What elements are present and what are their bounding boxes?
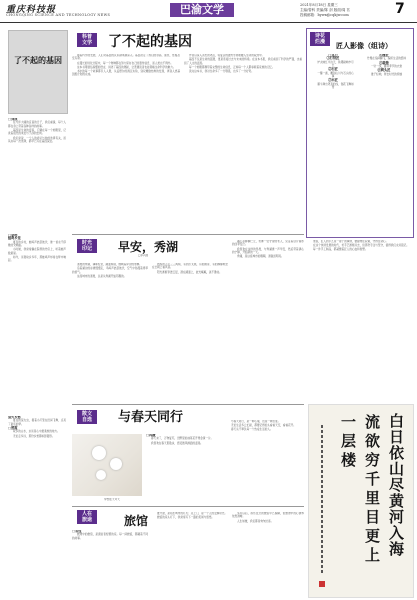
hotel-text-1: □邓钰 旅途中的旅馆，是漂泊者短暂的家。每一间旅馆，都藏着不同的故事。 bbox=[72, 530, 148, 540]
left-author-3: □曾霞 bbox=[8, 426, 18, 431]
article-title-lake: 早安，秀湖 bbox=[118, 240, 179, 254]
seal-stamp bbox=[319, 581, 325, 587]
poem-subhead: ②石匠 bbox=[328, 67, 338, 72]
main-article-text-2: 作者以深入浅出的笔法，将复杂的遗传学原理融入生动的叙述中。 基因不仅是生命的蓝图，更是连接过去与未来的桥梁。在这本书里，我们看到了科学的严谨，也看到了人文的温度。 每一个细胞都携带着完整的生命信息，正如每一个人都承载着家族的记忆。 读完这本书，我对生命多了一分敬畏，也多了一分好奇。 bbox=[184, 54, 302, 74]
poem-subhead: ①打铁匠 bbox=[326, 56, 340, 61]
page-number: 7 bbox=[395, 1, 405, 17]
divider bbox=[72, 506, 304, 507]
tag-line: 时光 bbox=[81, 240, 92, 246]
tag-line: 自选 bbox=[81, 417, 92, 423]
spring-text-1: □冉薇 春天来了，万物复苏，田野里的油菜花开得金黄一片。 我喜欢在春天里散步，感受微风拂面的温柔。 bbox=[146, 434, 222, 504]
date-info bbox=[300, 3, 350, 18]
spring-text-2: 与春天同行，是一种心境，也是一种态度。 无论生活多么忙碌，都要记得抬头看看天空，看看花开。 春天从不辜负每一个热爱生活的人。 bbox=[231, 420, 296, 432]
divider bbox=[72, 234, 304, 235]
hotel-text-3: 多年以后，那些住过的旅馆早已模糊，但旅途中的心情却依然清晰。 人生如旅，我们都是匆匆过客。 bbox=[232, 512, 304, 523]
tag-poetry bbox=[310, 32, 330, 46]
tag-line: 诗花 bbox=[314, 33, 325, 39]
paper-name: 重庆科技报 bbox=[6, 5, 57, 15]
lake-text-1: 清晨的秀湖，薄雾轻笼，湖面如镜，倒映着岸边的垂柳。 沿着湖边的步道慢慢走，鸟鸣声此起彼伏，空气中弥漫着青草的香气。 这座城市的清晨，总是从秀湖开始苏醒的。 bbox=[72, 263, 148, 278]
spring-photo bbox=[72, 434, 142, 496]
flower-image bbox=[96, 470, 106, 480]
lake-text-3: 湖心亭静静伫立，仿佛一位守望的老人，见证着这片湖水的四季变迁。 我喜欢在这样的早晨，与秀湖道一声早安，然后带着满心的宁静，开始新的一天。 秀湖，是这座城市的眼睛，清澈而明亮。 bbox=[232, 240, 304, 259]
flower-image bbox=[110, 458, 122, 470]
poem-subhead: ⑥剃头匠 bbox=[377, 68, 391, 73]
calligraphy-inscription bbox=[321, 425, 323, 575]
book-cover-title: 了不起的基因 bbox=[14, 56, 62, 65]
left-column-text-3: 萤火乡愁 夏夜的萤火虫，提着小灯笼在田间飞舞，点亮了童年的梦。 □曾霞 故乡的山水，永远是心中最柔软的地方。 无论走多远，那份乡愁都如影随形。 bbox=[8, 416, 66, 438]
left-column-text-2: □李珂 蛙鸣乡里 夏夜的乡村，蛙鸣声此起彼伏，像一首永不停歇的交响曲。 小时候，我常常躺在院坝的竹床上，听着蛙声数星星。 如今，远离故乡多年，那蛙鸣声却常在梦中响起。 bbox=[8, 234, 66, 263]
tag-time-memory bbox=[77, 239, 97, 253]
hotel-author: □邓钰 bbox=[72, 530, 82, 533]
date-line-3: 投稿邮箱：bywx@cqkjw.com bbox=[300, 13, 349, 17]
date-line-2: 主编/曾科 责编/陈 剑 版面/周 茗 bbox=[300, 8, 350, 12]
tag-line: 科普 bbox=[81, 34, 92, 40]
article-title-spring: 与春天同行 bbox=[118, 410, 184, 425]
calligraphy-column-3: 一层楼 bbox=[341, 413, 357, 469]
poem-title: 匠人影像（组诗） bbox=[336, 42, 392, 50]
tag-travel bbox=[77, 510, 97, 524]
section-title: 巴渝文学 bbox=[170, 3, 234, 17]
flower-image bbox=[92, 446, 106, 460]
spring-author: □冉薇 bbox=[146, 434, 156, 437]
poem-subhead: ③木匠 bbox=[328, 78, 338, 83]
tag-popular-science bbox=[77, 33, 97, 47]
calligraphy-column-2: 流欲穷千里目更上 bbox=[365, 413, 381, 564]
article-title-main: 了不起的基因 bbox=[108, 34, 192, 50]
tag-line: 旅途 bbox=[81, 517, 92, 523]
photo-caption: 梦想在天穹天 bbox=[104, 498, 120, 501]
left-subhead-2: 萤火乡愁 bbox=[8, 416, 21, 419]
poem-column-1: □邓力 ①打铁匠 炉火映红半边天，铁锤敲响岁月长 ②石匠 一錾一凿，雕刻山川与石头的心事 ③木匠 墨斗弹出笔直的线，刨花飞舞如雪 bbox=[312, 54, 354, 232]
poem-author: □邓力 bbox=[328, 54, 338, 57]
tag-line: 文学 bbox=[81, 40, 92, 46]
lake-text-2: 晨练的人们三三两两，有的打太极，有的跑步，有的静静地坐在长椅上看风景。 阳光渐渐穿透云层，洒在湖面上，波光粼粼，美不胜收。 bbox=[152, 263, 228, 274]
tag-prose bbox=[77, 410, 97, 424]
left-author-1: □刘成 bbox=[8, 118, 18, 121]
book-cover-image bbox=[8, 30, 68, 114]
date-line-1: 2021年8月18日 星期三 bbox=[300, 3, 338, 7]
lake-author: □李兴国 bbox=[138, 254, 149, 257]
left-author-2: □李珂 bbox=[8, 234, 18, 237]
poem-subhead: ⑤裁缝 bbox=[379, 60, 389, 65]
poem-column-2: ④篾匠 竹篾在指间翻飞，编织生活的经纬 ⑤裁缝 一针一线，缝补季节的衣裳 ⑥剃头匠 推子轻响，剪去时光的烦恼 bbox=[360, 54, 408, 232]
calligraphy-artwork bbox=[308, 404, 414, 598]
hotel-text-2: 推开窗，是陌生城市的灯火；关上门，是一个人的安静时光。 旅馆的床头灯下，我常常写下一路的见闻与感悟。 bbox=[157, 512, 228, 520]
main-article-text-1: 随着科学的发展，人们对基因的认识越来越深入。基因决定了我们的身高、肤色、性格甚至寿命。 在漫长的进化过程中，每一个物种都在努力保存自己的遗传信息，而人类也不例外。 这本书用通俗易懂的语言，讲述了基因的奥秘，让普通读者也能领略生命科学的魅力。 书中的每一个故事都引人入胜，从孟德尔的豌豆实验，到双螺旋结构的发现，再到人类基因组计划的完成。 bbox=[72, 54, 180, 77]
calligraphy-column-1: 白日依山尽黄河入海 bbox=[389, 412, 405, 558]
poem-subhead: ④篾匠 bbox=[379, 54, 389, 57]
paper-name-english: CHONGQING SCIENCE AND TECHNOLOGY NEWS bbox=[6, 13, 111, 17]
left-subhead-1: 蛙鸣乡里 bbox=[8, 236, 21, 241]
tag-line: 散文 bbox=[81, 411, 92, 417]
article-title-hotel: 旅馆 bbox=[124, 514, 149, 528]
right-middle-text: 他说，匠人的手艺是一辈子的事情，要耐得住寂寞，守得住初心。 在这个快速发展的时代，老手艺渐渐远去，但那份专注与坚守，值得我们永远铭记。 每一件手工制品，都凝聚着匠人的心血和智慧。 bbox=[313, 240, 409, 252]
tag-line: 烂漫 bbox=[314, 39, 325, 45]
tag-line: 人在 bbox=[81, 511, 92, 517]
left-column-text-1: □刘成 在与伴大嗓的宜昌的日子，我们重逢，每个人都在身上带着各种各样的故事。 基因是生命的密码，它藏在每一个细胞里，记录着祖先的来处与子孙的去向。 我们常说，一个人的命运与他的选择有关，而其实每一次选择，都早已写在基因深处。 bbox=[8, 118, 66, 144]
divider bbox=[72, 404, 304, 405]
tag-line: 印记 bbox=[81, 246, 92, 252]
